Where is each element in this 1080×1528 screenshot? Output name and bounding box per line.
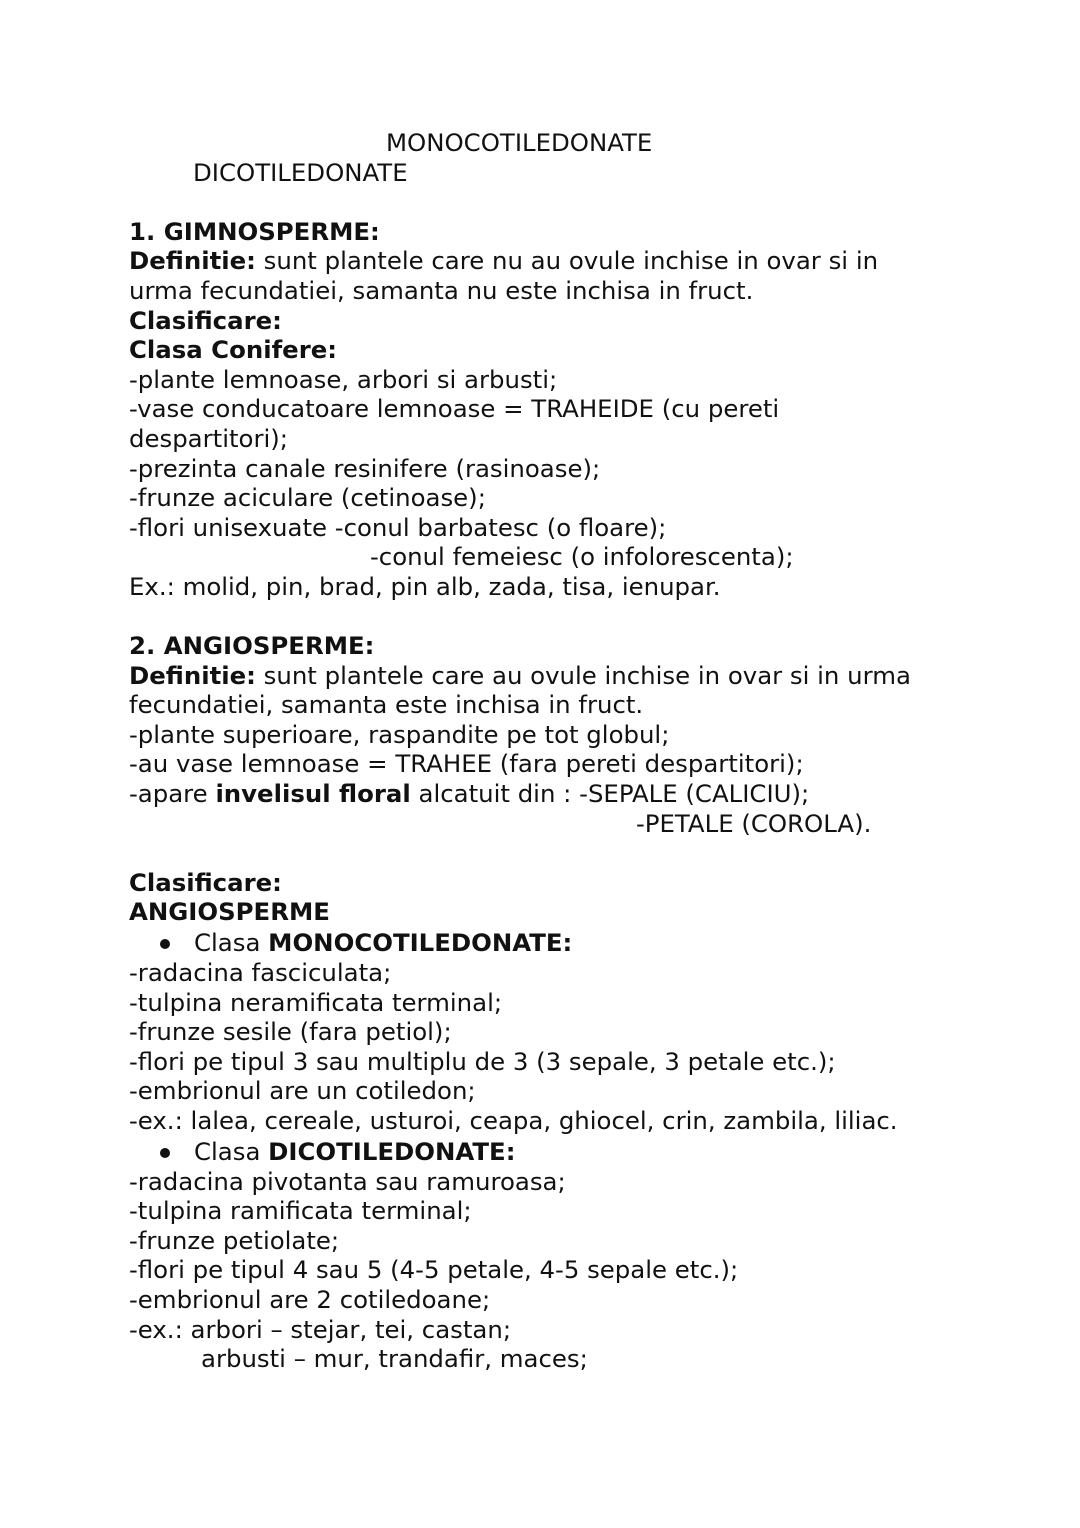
document-page	[129, 128, 1029, 1374]
list-item: -au vase lemnoase = TRAHEE (fara pereti despartitori);	[129, 749, 804, 779]
list-item: -prezinta canale resinifere (rasinoase);	[129, 453, 601, 483]
list-item-invelis: -apare invelisul floral alcatuit din : -SEPALE (CALICIU);	[129, 779, 810, 809]
gimnosperme-definition: Definitie: sunt plantele care nu au ovule inchise in ovar si in	[129, 246, 879, 276]
gimnosperme-definition-cont: urma fecundatiei, samanta nu este inchisa in fruct.	[129, 275, 754, 305]
examples: Ex.: molid, pin, brad, pin alb, zada, tisa, ienupar.	[129, 571, 721, 601]
list-item: -frunze aciculare (cetinoase);	[129, 483, 486, 513]
list-item: -tulpina neramificata terminal;	[129, 987, 503, 1017]
angiosperme-clasificare: Clasificare:	[129, 867, 282, 897]
list-item: -radacina fasciculata;	[129, 958, 392, 988]
list-item: -radacina pivotanta sau ramuroasa;	[129, 1166, 566, 1196]
list-item: -vase conducatoare lemnoase = TRAHEIDE (cu pereti	[129, 394, 780, 424]
list-item: -conul femeiesc (o infolorescenta);	[370, 542, 794, 572]
list-item: arbusti – mur, trandafir, maces;	[201, 1344, 588, 1374]
clasa-conifere: Clasa Conifere:	[129, 335, 338, 365]
list-item: -frunze petiolate;	[129, 1225, 340, 1255]
list-item: -flori pe tipul 3 sau multiplu de 3 (3 sepale, 3 petale etc.);	[129, 1046, 836, 1076]
list-item: -flori unisexuate -conul barbatesc (o floare);	[129, 512, 667, 542]
section-title-angiosperme: 2. ANGIOSPERME:	[129, 631, 375, 661]
list-item: -flori pe tipul 4 sau 5 (4-5 petale, 4-5 sepale etc.);	[129, 1255, 739, 1285]
list-item: -plante superioare, raspandite pe tot globul;	[129, 719, 670, 749]
list-item: -embrionul are 2 cotiledoane;	[129, 1284, 491, 1314]
bullet-icon	[129, 927, 194, 958]
list-item: -tulpina ramificata terminal;	[129, 1196, 472, 1226]
angiosperme-definition: Definitie: sunt plantele care au ovule inchise in ovar si in urma	[129, 660, 911, 690]
list-item: -frunze sesile (fara petiol);	[129, 1017, 452, 1047]
list-item: -ex.: lalea, cereale, usturoi, ceapa, ghiocel, crin, zambila, liliac.	[129, 1106, 898, 1135]
list-item-petale: -PETALE (COROLA).	[636, 808, 872, 838]
list-item: -embrionul are un cotiledon;	[129, 1076, 476, 1106]
gimnosperme-clasificare: Clasificare:	[129, 305, 282, 335]
list-item: despartitori);	[129, 423, 289, 453]
header-monocotiledonate: MONOCOTILEDONATE	[386, 128, 653, 157]
angiosperme-subtitle: ANGIOSPERME	[129, 897, 330, 927]
bullet-icon	[129, 1136, 194, 1167]
clasa-dicotiledonate: Clasa DICOTILEDONATE:	[129, 1136, 1029, 1167]
list-item: -ex.: arbori – stejar, tei, castan;	[129, 1314, 512, 1344]
angiosperme-definition-cont: fecundatiei, samanta este inchisa in fruct.	[129, 690, 644, 720]
header-dicotiledonate: DICOTILEDONATE	[193, 157, 408, 187]
clasa-monocotiledonate: Clasa MONOCOTILEDONATE:	[129, 927, 1029, 958]
list-item: -plante lemnoase, arbori si arbusti;	[129, 364, 558, 394]
section-title-gimnosperme: 1. GIMNOSPERME:	[129, 216, 380, 246]
